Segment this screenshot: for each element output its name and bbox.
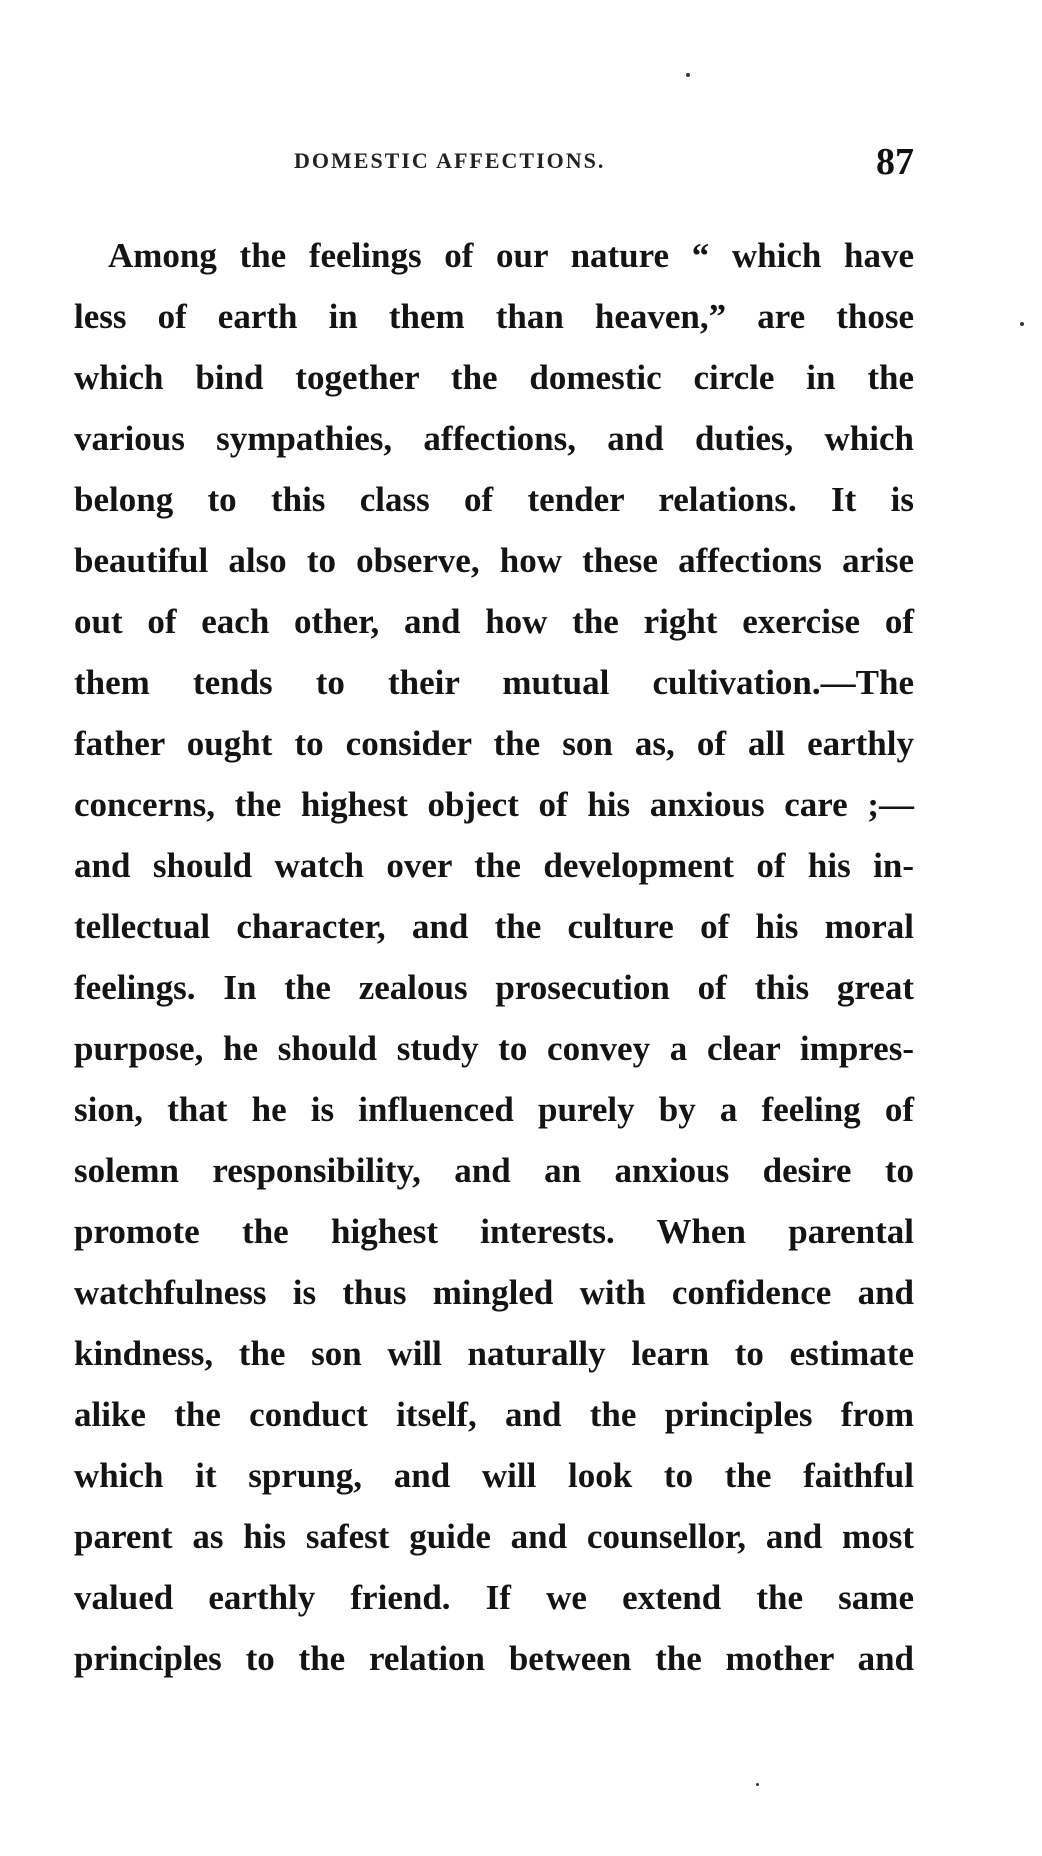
- text-line: concerns, the highest object of his anxious care ;—: [74, 785, 914, 824]
- text-line: father ought to consider the son as, of all earthly: [74, 724, 914, 763]
- text-line: which it sprung, and will look to the faithful: [74, 1456, 914, 1495]
- text-line: belong to this class of tender relations. It is: [74, 480, 914, 519]
- text-line: parent as his safest guide and counsellor, and most: [74, 1517, 914, 1556]
- page-number: 87: [876, 141, 914, 183]
- text-line: which bind together the domestic circle in the: [74, 358, 914, 397]
- text-line: purpose, he should study to convey a clear impres-: [74, 1029, 914, 1068]
- text-line: out of each other, and how the right exercise of: [74, 602, 914, 641]
- text-line: sion, that he is influenced purely by a feeling of: [74, 1090, 914, 1129]
- text-line: kindness, the son will naturally learn to estimate: [74, 1334, 914, 1373]
- text-line: less of earth in them than heaven,” are those: [74, 297, 914, 336]
- text-line: beautiful also to observe, how these affections arise: [74, 541, 914, 580]
- print-speck: [1020, 322, 1024, 326]
- running-head: DOMESTIC AFFECTIONS.: [294, 148, 606, 173]
- text-line: promote the highest interests. When parental: [74, 1212, 914, 1251]
- text-line: them tends to their mutual cultivation.—The: [74, 663, 914, 702]
- print-speck: [756, 1783, 759, 1786]
- text-line: alike the conduct itself, and the principles from: [74, 1395, 914, 1434]
- text-line: solemn responsibility, and an anxious desire to: [74, 1151, 914, 1190]
- text-line: and should watch over the development of his in-: [74, 846, 914, 885]
- text-line: principles to the relation between the mother and: [74, 1639, 914, 1678]
- text-line: various sympathies, affections, and duties, which: [74, 419, 914, 458]
- text-line: tellectual character, and the culture of his moral: [74, 907, 914, 946]
- text-line: Among the feelings of our nature “ which have: [108, 236, 914, 275]
- page-header: [74, 140, 914, 184]
- body-paragraph: [74, 225, 914, 1689]
- text-line: watchfulness is thus mingled with confidence and: [74, 1273, 914, 1312]
- text-line: feelings. In the zealous prosecution of this great: [74, 968, 914, 1007]
- print-speck: [686, 73, 690, 77]
- text-line: valued earthly friend. If we extend the same: [74, 1578, 914, 1617]
